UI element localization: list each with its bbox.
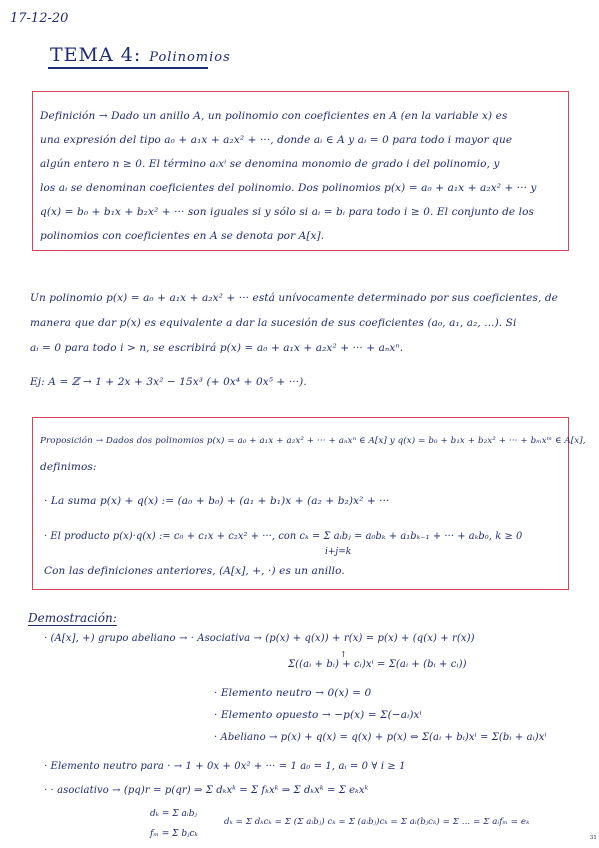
demo-def-f: fₘ = Σ bⱼcₖ [150, 829, 198, 839]
demo-line-8: dₖ = Σ dₖcₖ = Σ (Σ aᵢbⱼ) cₖ = Σ (aᵢbⱼ)cₖ = Σ aᵢ(bⱼcₖ) = Σ ... = Σ aᵢfₘ = eₖ [224, 817, 530, 827]
paragraph-line-1: Un polinomio p(x) = a₀ + a₁x + a₂x² + ··· está unívocamente determinado por sus coeficientes, de [30, 292, 558, 304]
demo-title: Demostración: [28, 611, 117, 625]
proposition-product: · El producto p(x)·q(x) := c₀ + c₁x + c₂x² + ···, con cₖ = Σ aᵢbⱼ = a₀bₖ + a₁bₖ₋₁ + ··· + aₖb₀, k ≥ 0 [44, 531, 523, 542]
demo-line-3: · Elemento neutro → 0(x) = 0 [214, 687, 372, 699]
definition-line-3: algún entero n ≥ 0. El término aᵢxⁱ se denomina monomio de grado i del polinomio, y [40, 158, 500, 170]
demo-line-7: · · asociativo → (pq)r = p(qr) ⇒ Σ dₖxᵏ = Σ fₖxᵏ ⇒ Σ dₖxᵏ = Σ eₖxᵏ [44, 785, 369, 796]
proposition-line-1: Proposición → Dados dos polinomios p(x) = a₀ + a₁x + a₂x² + ··· + aₙxⁿ ∈ A[x] y q(x) = b₀ + b₁x + b₂x² + ··· + bₘxᵐ ∈ A[x], [40, 436, 586, 446]
page-number: 31 [589, 835, 597, 842]
proposition-line-2: definimos: [40, 461, 97, 473]
demo-def-d: dₖ = Σ aᵢbⱼ [150, 809, 197, 819]
definition-line-5: q(x) = b₀ + b₁x + b₂x² + ··· son iguales si y sólo si aᵢ = bᵢ para todo i ≥ 0. El conjunto de los [40, 206, 535, 218]
definition-line-4: los aᵢ se denominan coeficientes del polinomio. Dos polinomios p(x) = a₀ + a₁x + a₂x² + ··· y [40, 182, 537, 194]
proposition-sum: · La suma p(x) + q(x) := (a₀ + b₀) + (a₁ + b₁)x + (a₂ + b₂)x² + ··· [44, 495, 390, 507]
paragraph-line-3: aᵢ = 0 para todo i > n, se escribirá p(x) = a₀ + a₁x + a₂x² + ··· + aₙxⁿ. [30, 342, 404, 354]
demo-line-5: · Abeliano → p(x) + q(x) = q(x) + p(x) ⇔ Σ(aᵢ + bᵢ)xⁱ = Σ(bᵢ + aᵢ)xⁱ [214, 732, 547, 743]
definition-line-1: Definición → Dado un anillo A, un polinomio con coeficientes en A (en la variable x) es [40, 110, 508, 122]
definition-line-2: una expresión del tipo a₀ + a₁x + a₂x² + ···, donde aᵢ ∈ A y aᵢ = 0 para todo i mayor que [40, 134, 513, 146]
demo-line-6: · Elemento neutro para · → 1 + 0x + 0x² + ··· = 1 a₀ = 1, aᵢ = 0 ∀ i ≥ 1 [44, 761, 406, 772]
demo-line-4: · Elemento opuesto → −p(x) = Σ(−aᵢ)xⁱ [214, 709, 422, 721]
demo-line-1: · (A[x], +) grupo abeliano → · Asociativa → (p(x) + q(x)) + r(x) = p(x) + (q(x) + r(x)) [44, 633, 475, 644]
title-underline [48, 67, 208, 69]
date: 17-12-20 [10, 11, 69, 26]
definition-line-6: polinomios con coeficientes en A se denota por A[x]. [40, 230, 325, 242]
paragraph-line-2: manera que dar p(x) es equivalente a dar la sucesión de sus coeficientes (a₀, a₁, a₂, ...). Si [30, 317, 517, 329]
demo-line-2: Σ((aᵢ + bᵢ) + cᵢ)xⁱ = Σ(aᵢ + (bᵢ + cᵢ)) [288, 659, 467, 670]
title-subtitle: Polinomios [149, 50, 231, 65]
title-main: TEMA 4: [50, 44, 142, 66]
page-title [50, 46, 231, 65]
proposition-conclusion: Con las definiciones anteriores, (A[x], +, ·) es un anillo. [44, 565, 345, 577]
example-line: Ej: A = ℤ → 1 + 2x + 3x² − 15x³ (+ 0x⁴ + 0x⁵ + ···). [30, 376, 307, 388]
demo-check: ↑ [340, 650, 347, 659]
sum-index: i+j=k [325, 547, 352, 557]
